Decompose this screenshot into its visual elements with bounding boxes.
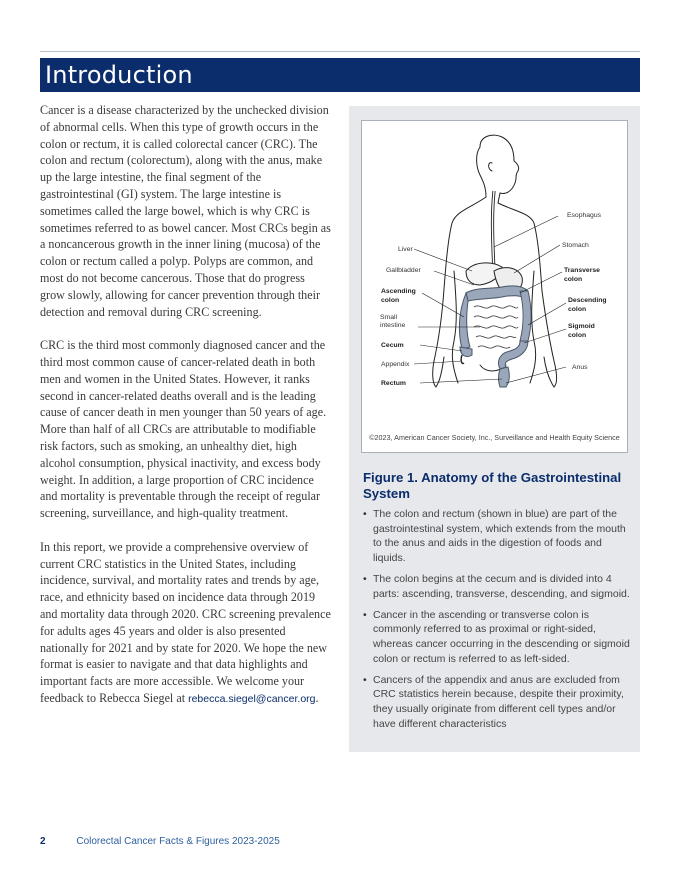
label-liver: Liver — [398, 246, 413, 253]
page-number: 2 — [40, 836, 46, 847]
ear — [489, 163, 492, 171]
page-footer — [40, 836, 280, 847]
top-divider — [40, 51, 640, 52]
body-text-column — [40, 102, 332, 708]
small-intestine — [474, 306, 518, 348]
label-sigmoid-1: Sigmoid — [568, 323, 595, 330]
figure-bullet: • The colon begins at the cecum and is divided into 4 parts: ascending, transverse, descending, and sigmoid. — [363, 572, 631, 601]
figure-bullet-list — [363, 507, 631, 738]
label-transverse-2: colon — [564, 276, 583, 283]
anatomy-illustration — [362, 121, 629, 454]
appendix-organ — [461, 355, 464, 364]
body-paragraph-3-text: In this report, we provide a comprehensive overview of current CRC statistics in the United States, including incidence, survival, and mortality rates and trends by age, race, and ethnicity based on incidence data through 2019 and mortality data through 2020. CRC screening prevalence for adults ages 45 years and older is also presented nationally for 2021 and by state for 2020. We hope the new format is easier to navigate and that data highlights and important facts are more accessible. We welcome your feedback to Rebecca Siegel at — [40, 539, 331, 705]
rectum — [499, 367, 510, 387]
body-paragraph-3 — [40, 539, 332, 708]
label-gallbladder: Gallbladder — [386, 267, 421, 274]
transverse-colon — [466, 286, 528, 301]
figure-copyright: ©2023, American Cancer Society, Inc., Surveillance and Health Equity Science — [369, 433, 620, 442]
descending-colon — [520, 291, 531, 341]
label-sigmoid-2: colon — [568, 332, 587, 339]
ascending-colon — [459, 293, 470, 349]
figure-title: Figure 1. Anatomy of the Gastrointestinal System — [363, 470, 622, 501]
sigmoid-colon — [498, 341, 528, 369]
label-small-intestine-2: intestine — [380, 322, 406, 329]
label-descending-1: Descending — [568, 297, 607, 304]
anatomy-figure — [361, 120, 628, 453]
body-paragraph-2: CRC is the third most commonly diagnosed cancer and the third most common cause of cancer-related death in both men and women in the United States. However, it ranks second in cancer-related deaths overall and is the leading cause of cancer death in men younger than 50 years of age. More than half of all CRCs are attributable to modifiable risk factors, such as smoking, an unhealthy diet, high alcohol consumption, physical inactivity, and excess body weight. In addition, a large proportion of CRC incidence and mortality is preventable through the receipt of regular screening, surveillance, and high-quality treatment. — [40, 338, 327, 521]
label-rectum: Rectum — [381, 380, 406, 387]
figure-bullet: • Cancers of the appendix and anus are excluded from CRC statistics herein because, despite their proximity, they usually originate from different cell types and/or have different characteristics — [363, 673, 631, 732]
figure-sidebar — [349, 106, 640, 752]
label-appendix: Appendix — [381, 361, 410, 368]
label-esophagus: Esophagus — [567, 212, 602, 219]
label-ascending-1: Ascending — [381, 288, 416, 295]
footer-title: Colorectal Cancer Facts & Figures 2023-2025 — [76, 836, 280, 847]
label-small-intestine-1: Small — [380, 314, 397, 321]
body-paragraph-1: Cancer is a disease characterized by the unchecked division of abnormal cells. When this type of growth occurs in the colon or rectum, it is called colorectal cancer (CRC). The colon and rectum (colorectum), along with the anus, make up the large intestine, the final segment of the gastrointestinal (GI) system. The large intestine is sometimes called the large bowel, which is why CRC is sometimes referred to as bowel cancer. Most CRCs begin as a noncancerous growth in the inner lining (mucosa) of the colon or rectum called a polyp. Polyps are common, and most do not become cancerous. Those that do progress grow slowly, allowing for cancer prevention through their detection and removal during CRC screening. — [40, 103, 331, 319]
label-transverse-1: Transverse — [564, 267, 600, 274]
label-anus: Anus — [572, 364, 588, 371]
head-back — [477, 147, 486, 197]
label-descending-2: colon — [568, 306, 587, 313]
section-header-bar — [40, 58, 640, 92]
label-cecum: Cecum — [381, 342, 404, 349]
email-suffix: . — [315, 690, 319, 705]
email-link[interactable]: rebecca.siegel@cancer.org — [188, 692, 316, 705]
label-ascending-2: colon — [381, 297, 400, 304]
label-stomach: Stomach — [562, 242, 589, 249]
page-title: Introduction — [45, 61, 193, 89]
figure-bullet: • Cancer in the ascending or transverse colon is commonly referred to as proximal or right-sided, whereas cancer occurring in the descending or sigmoid colon or rectum is referred to as left-sided. — [363, 608, 631, 667]
figure-bullet: • The colon and rectum (shown in blue) are part of the gastrointestinal system, which extends from the mouth to the anus and aids in the digestion of foods and liquids. — [363, 507, 631, 566]
